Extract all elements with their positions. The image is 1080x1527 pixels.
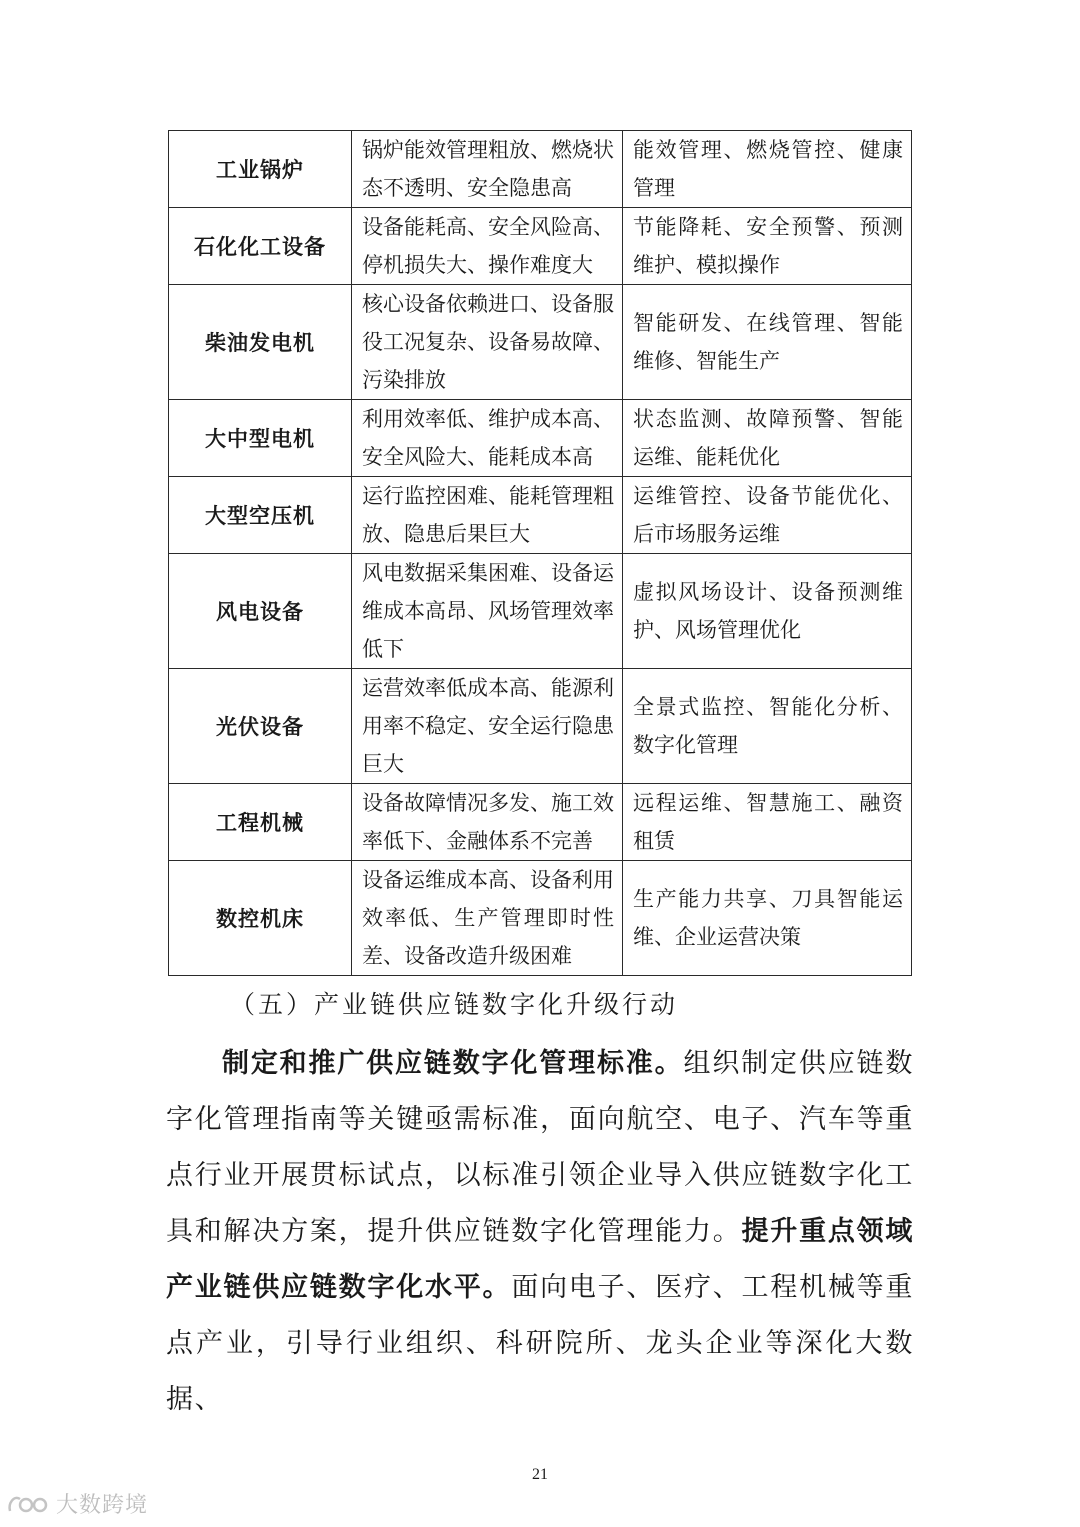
bold-lead-2: 提升重点领域产业链供应链数字化水平。: [166, 1216, 914, 1303]
watermark: [6, 1488, 148, 1519]
problem-cell: 锅炉能效管理粗放、燃烧状态不透明、安全隐患高: [352, 131, 623, 208]
direction-cell: 能效管理、燃烧管控、健康管理: [623, 131, 912, 208]
page-number: 21: [532, 1466, 548, 1483]
direction-cell: 状态监测、故障预警、智能运维、能耗优化: [623, 400, 912, 477]
problem-cell: 运营效率低成本高、能源利用率不稳定、安全运行隐患巨大: [352, 669, 623, 784]
body-paragraph: [166, 1036, 914, 1428]
equipment-name: 风电设备: [169, 554, 352, 669]
problem-cell: 风电数据采集困难、设备运维成本高昂、风场管理效率低下: [352, 554, 623, 669]
problem-cell: 运行监控困难、能耗管理粗放、隐患后果巨大: [352, 477, 623, 554]
direction-cell: 运维管控、设备节能优化、后市场服务运维: [623, 477, 912, 554]
equipment-name: 大中型电机: [169, 400, 352, 477]
problem-cell: 设备能耗高、安全风险高、停机损失大、操作难度大: [352, 208, 623, 285]
section-heading: （五）产业链供应链数字化升级行动: [230, 990, 679, 1019]
paragraph-text-2: 面向电子、医疗、工程机械等重点产业，引导行业组织、科研院所、龙头企业等深化大数据、: [166, 1272, 914, 1415]
watermark-text: 大数跨境: [56, 1493, 149, 1518]
direction-cell: 智能研发、在线管理、智能维修、智能生产: [623, 285, 912, 400]
equipment-name: 柴油发电机: [169, 285, 352, 400]
direction-cell: 虚拟风场设计、设备预测维护、风场管理优化: [623, 554, 912, 669]
table-row: [169, 208, 912, 285]
direction-cell: 生产能力共享、刀具智能运维、企业运营决策: [623, 861, 912, 976]
table-row: [169, 285, 912, 400]
problem-cell: 核心设备依赖进口、设备服役工况复杂、设备易故障、污染排放: [352, 285, 623, 400]
bold-lead-1: 制定和推广供应链数字化管理标准。: [222, 1048, 684, 1079]
table-row: [169, 131, 912, 208]
problem-cell: 设备故障情况多发、施工效率低下、金融体系不完善: [352, 784, 623, 861]
equipment-name: 光伏设备: [169, 669, 352, 784]
table-row: [169, 861, 912, 976]
table-row: [169, 554, 912, 669]
table-row: [169, 400, 912, 477]
problem-cell: 设备运维成本高、设备利用效率低、生产管理即时性差、设备改造升级困难: [352, 861, 623, 976]
direction-cell: 节能降耗、安全预警、预测维护、模拟操作: [623, 208, 912, 285]
equipment-table: [168, 130, 912, 976]
direction-cell: 远程运维、智慧施工、融资租赁: [623, 784, 912, 861]
table-row: [169, 784, 912, 861]
problem-cell: 利用效率低、维护成本高、安全风险大、能耗成本高: [352, 400, 623, 477]
brand-logo-icon: [6, 1491, 52, 1517]
equipment-name: 工业锅炉: [169, 131, 352, 208]
paragraph-text-1: 组织制定供应链数字化管理指南等关键亟需标准，面向航空、电子、汽车等重点行业开展贯标试点，以标准引领企业导入供应链数字化工具和解决方案，提升供应链数字化管理能力。: [166, 1048, 914, 1247]
equipment-name: 石化化工设备: [169, 208, 352, 285]
direction-cell: 全景式监控、智能化分析、数字化管理: [623, 669, 912, 784]
table-row: [169, 477, 912, 554]
equipment-name: 数控机床: [169, 861, 352, 976]
equipment-name: 工程机械: [169, 784, 352, 861]
table-row: [169, 669, 912, 784]
equipment-name: 大型空压机: [169, 477, 352, 554]
